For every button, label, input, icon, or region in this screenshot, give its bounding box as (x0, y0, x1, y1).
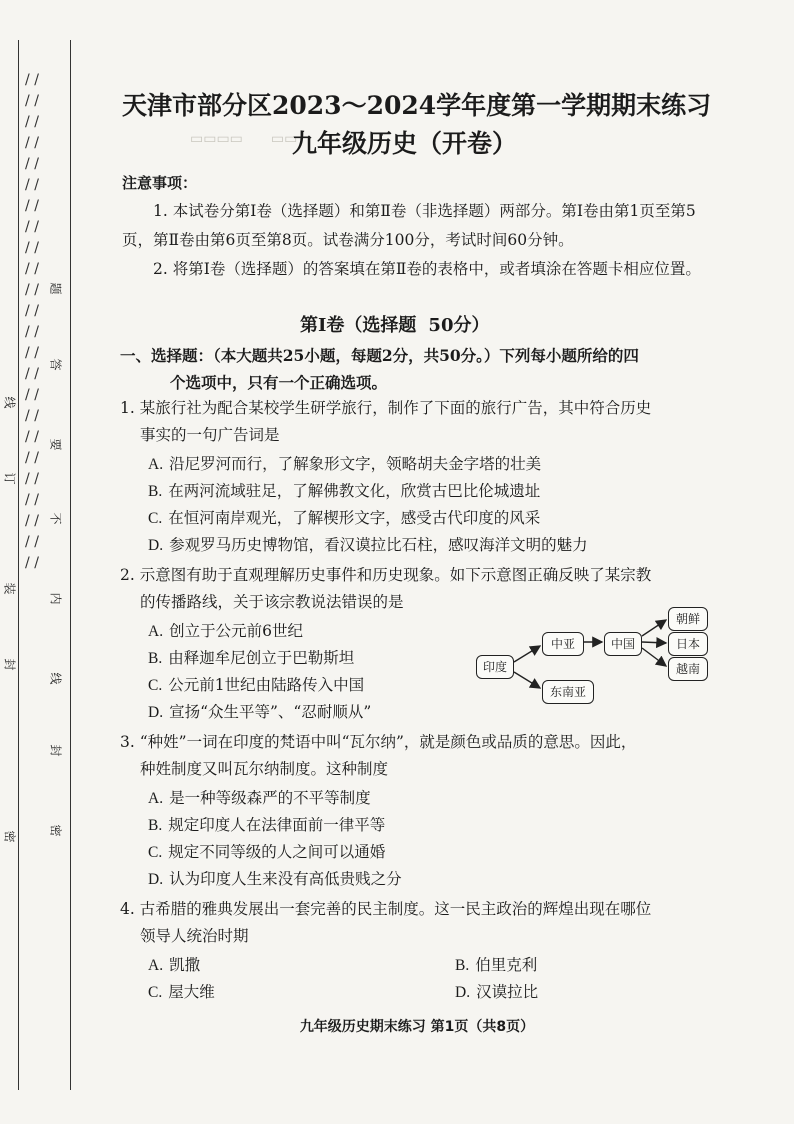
instructions-line-2: 个选项中，只有一个正确选项。 (170, 373, 388, 392)
question-3-option-a[interactable] (148, 786, 371, 808)
binding-label: 答 (48, 358, 63, 371)
arrow-china-japan (642, 642, 666, 643)
question-1-option-d[interactable] (148, 533, 588, 555)
option-text: 伯里克利 (475, 956, 538, 974)
religion-spread-diagram (476, 604, 716, 714)
option-text: 参观罗马历史博物馆，看汉谟拉比石柱，感叹海洋文明的魅力 (169, 536, 588, 554)
option-letter: B. (148, 483, 163, 500)
option-text: 由释迦牟尼创立于巴勒斯坦 (168, 649, 355, 667)
option-letter: A. (148, 623, 164, 640)
instructions-line-1: 一、选择题：（本大题共25小题，每题2分，共50分。）下列每小题所给的四 (120, 346, 639, 365)
section-title (300, 311, 489, 337)
option-letter: D. (455, 984, 471, 1001)
question-4-option-b[interactable] (455, 953, 537, 975)
question-1-option-b[interactable] (148, 479, 540, 501)
option-letter: D. (148, 871, 164, 888)
bleed-through-texture: ▭▭▭▭ ▭▭ (190, 131, 298, 147)
question-4-option-d[interactable] (455, 980, 538, 1002)
option-letter: C. (148, 844, 163, 861)
question-stem-line: 4. 古希腊的雅典发展出一套完善的民主制度。这一民主政治的辉煌出现在哪位 (120, 900, 652, 918)
arrow-china-vietnam (642, 648, 666, 666)
option-text: 屋大维 (168, 983, 215, 1001)
question-stem-line: 事实的一句广告词是 (140, 426, 280, 444)
option-letter: C. (148, 984, 163, 1001)
node-india: 印度 (476, 655, 514, 679)
option-letter: A. (148, 957, 164, 974)
question-2-option-c[interactable] (148, 673, 364, 695)
binding-label-outer: 密 (2, 830, 17, 843)
question-4-stem (120, 896, 730, 950)
binding-label: 内 (48, 592, 63, 605)
option-text: 沿尼罗河而行，了解象形文字，领略胡夫金字塔的壮美 (169, 455, 542, 473)
binding-label-outer: 线 (2, 396, 17, 409)
option-letter: B. (455, 957, 470, 974)
binding-line-inner (70, 40, 71, 1090)
option-text: 是一种等级森严的不平等制度 (169, 789, 371, 807)
node-japan: 日本 (668, 632, 708, 656)
question-1-option-a[interactable] (148, 452, 541, 474)
binding-label: 封 (48, 744, 63, 757)
question-3-stem (120, 729, 730, 783)
question-stem-line: 1. 某旅行社为配合某校学生研学旅行，制作了下面的旅行广告，其中符合历史 (120, 399, 652, 417)
section-instructions (120, 342, 730, 396)
binding-margin (0, 0, 82, 1124)
notes-item-2: 2. 将第Ⅰ卷（选择题）的答案填在第Ⅱ卷的表格中，或者填涂在答题卡相应位置。 (153, 260, 701, 278)
question-3-option-d[interactable] (148, 867, 402, 889)
question-stem-line: 种姓制度又叫瓦尔纳制度。这种制度 (140, 760, 389, 778)
page-footer (0, 1016, 794, 1036)
option-text: 创立于公元前6世纪 (169, 622, 303, 640)
question-3-option-c[interactable] (148, 840, 385, 862)
notes-heading: 注意事项： (122, 174, 198, 192)
node-southeast-asia: 东南亚 (542, 680, 594, 704)
binding-label-outer: 订 (2, 472, 17, 485)
question-2-option-a[interactable] (148, 619, 303, 641)
option-letter: A. (148, 456, 164, 473)
option-letter: C. (148, 510, 163, 527)
question-1-option-c[interactable] (148, 506, 540, 528)
question-2-option-d[interactable] (148, 700, 371, 722)
question-stem-line: 的传播路线，关于该宗教说法错误的是 (140, 593, 404, 611)
option-letter: D. (148, 704, 164, 721)
option-text: 在两河流域驻足，了解佛教文化，欣赏古巴比伦城遗址 (168, 482, 541, 500)
binding-label-outer: 封 (2, 658, 17, 671)
arrow-india-centralasia (514, 646, 540, 662)
question-stem-line: 2. 示意图有助于直观理解历史事件和历史现象。如下示意图正确反映了某宗教 (120, 566, 652, 584)
binding-label: 密 (48, 824, 63, 837)
option-text: 认为印度人生来没有高低贵贱之分 (169, 870, 402, 888)
node-vietnam: 越南 (668, 657, 708, 681)
arrow-china-korea (642, 620, 666, 636)
option-letter: A. (148, 790, 164, 807)
binding-label: 要 (48, 438, 63, 451)
binding-label-outer: 装 (2, 582, 17, 595)
question-3-option-b[interactable] (148, 813, 385, 835)
page-title: 天津市部分区2023～2024学年度第一学期期末练习 (122, 91, 712, 120)
binding-slashes: / / / / / / / / / / / / / / / / / / / / / / / / / / / / / / / / / / / / / / / / / / / / / / / / (25, 72, 39, 571)
node-central-asia: 中亚 (542, 632, 584, 656)
question-stem-line: 3. “种姓”一词在印度的梵语中叫“瓦尔纳”，就是颜色或品质的意思。因此， (120, 733, 637, 751)
option-letter: C. (148, 677, 163, 694)
binding-line-outer (18, 40, 19, 1090)
option-text: 在恒河南岸观光，了解楔形文字，感受古代印度的风采 (168, 509, 541, 527)
section-title-part: 第Ⅰ卷（选择题 (300, 315, 417, 336)
option-text: 规定印度人在法律面前一律平等 (168, 816, 386, 834)
option-letter: B. (148, 650, 163, 667)
option-text: 凯撒 (169, 956, 201, 974)
footer-text: 九年级历史期末练习 第1页（共8页） (299, 1019, 535, 1035)
question-4-option-c[interactable] (148, 980, 215, 1002)
notes-item-1: 1. 本试卷分第Ⅰ卷（选择题）和第Ⅱ卷（非选择题）两部分。第Ⅰ卷由第1页至第5页，第Ⅱ卷由第6页至第8页。试卷满分100分，考试时间60分钟。 (122, 202, 696, 249)
question-1-stem (120, 395, 730, 449)
node-china: 中国 (604, 632, 642, 656)
option-letter: D. (148, 537, 164, 554)
question-stem-line: 领导人统治时期 (140, 927, 249, 945)
question-4-option-a[interactable] (148, 953, 200, 975)
option-text: 宣扬“众生平等”、“忍耐顺从” (169, 703, 372, 721)
page-subtitle: 九年级历史（开卷） (292, 129, 518, 158)
option-text: 公元前1世纪由陆路传入中国 (168, 676, 365, 694)
binding-label: 不 (48, 512, 63, 525)
option-text: 规定不同等级的人之间可以通婚 (168, 843, 386, 861)
section-title-score: 50分） (428, 315, 490, 336)
binding-label: 题 (48, 282, 63, 295)
arrow-india-southeastasia (514, 672, 540, 688)
node-korea: 朝鲜 (668, 607, 708, 631)
binding-label: 线 (48, 672, 63, 685)
option-text: 汉谟拉比 (476, 983, 539, 1001)
question-2-option-b[interactable] (148, 646, 354, 668)
option-letter: B. (148, 817, 163, 834)
